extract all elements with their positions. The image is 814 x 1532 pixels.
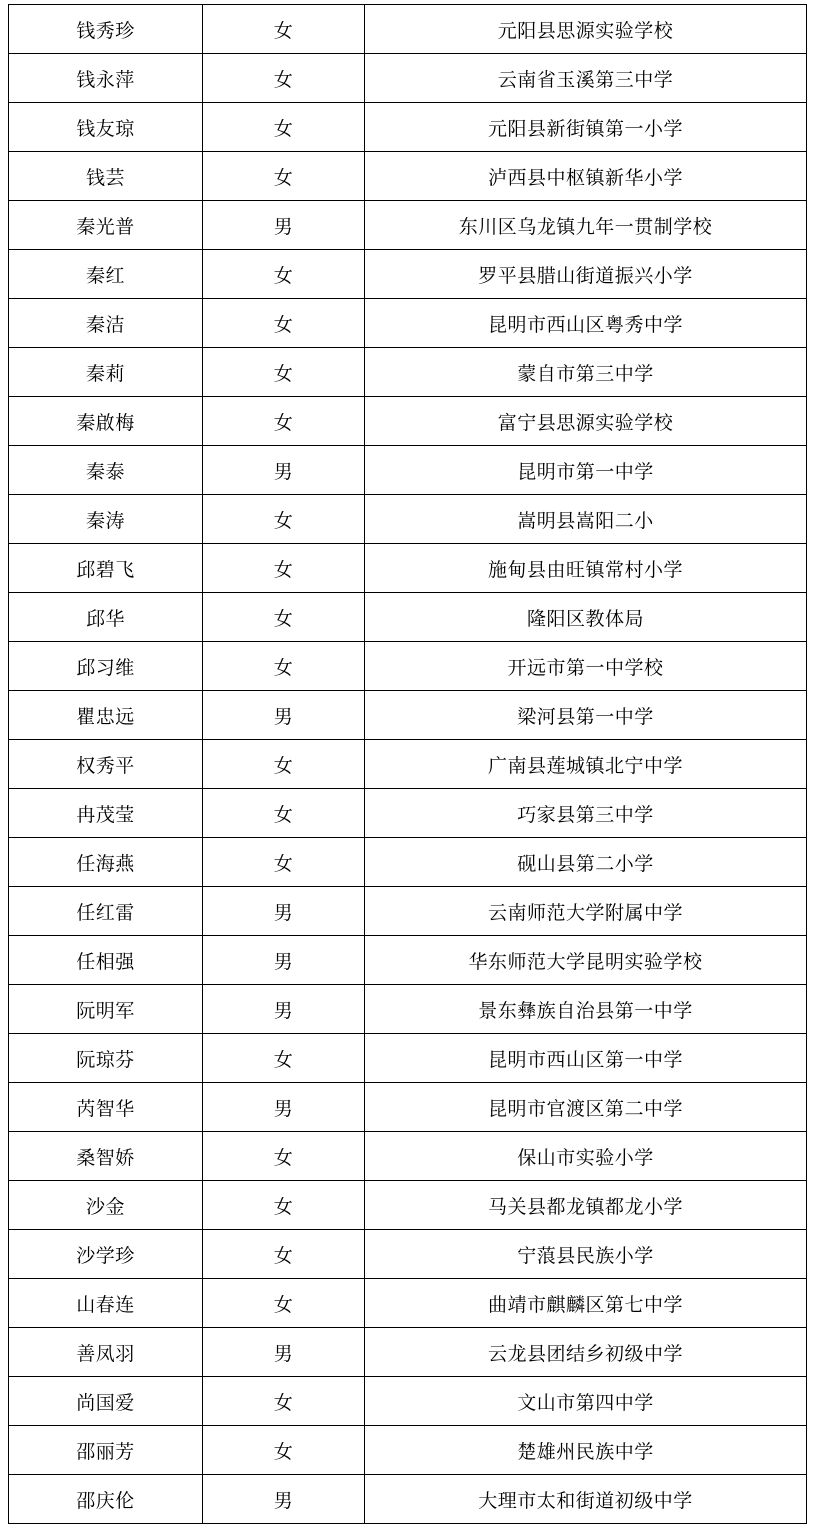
cell-unit: 巧家县第三中学 bbox=[365, 789, 807, 838]
cell-gender: 女 bbox=[203, 740, 365, 789]
cell-gender: 女 bbox=[203, 103, 365, 152]
cell-unit: 宁蒗县民族小学 bbox=[365, 1230, 807, 1279]
cell-name: 秦莉 bbox=[9, 348, 203, 397]
cell-unit: 昆明市官渡区第二中学 bbox=[365, 1083, 807, 1132]
table-row bbox=[9, 887, 807, 936]
cell-gender: 男 bbox=[203, 691, 365, 740]
cell-gender: 男 bbox=[203, 936, 365, 985]
cell-gender: 女 bbox=[203, 544, 365, 593]
table-row bbox=[9, 446, 807, 495]
cell-unit: 嵩明县嵩阳二小 bbox=[365, 495, 807, 544]
cell-name: 秦涛 bbox=[9, 495, 203, 544]
cell-unit: 文山市第四中学 bbox=[365, 1377, 807, 1426]
cell-unit: 元阳县思源实验学校 bbox=[365, 5, 807, 54]
cell-unit: 罗平县腊山街道振兴小学 bbox=[365, 250, 807, 299]
cell-unit: 楚雄州民族中学 bbox=[365, 1426, 807, 1475]
table-row bbox=[9, 593, 807, 642]
cell-name: 任相强 bbox=[9, 936, 203, 985]
cell-unit: 华东师范大学昆明实验学校 bbox=[365, 936, 807, 985]
cell-gender: 女 bbox=[203, 348, 365, 397]
cell-gender: 男 bbox=[203, 887, 365, 936]
cell-unit: 泸西县中枢镇新华小学 bbox=[365, 152, 807, 201]
cell-unit: 昆明市第一中学 bbox=[365, 446, 807, 495]
table-row bbox=[9, 348, 807, 397]
cell-name: 任红雷 bbox=[9, 887, 203, 936]
cell-name: 芮智华 bbox=[9, 1083, 203, 1132]
cell-unit: 开远市第一中学校 bbox=[365, 642, 807, 691]
cell-unit: 富宁县思源实验学校 bbox=[365, 397, 807, 446]
table-row bbox=[9, 250, 807, 299]
cell-gender: 女 bbox=[203, 642, 365, 691]
cell-gender: 女 bbox=[203, 152, 365, 201]
cell-name: 秦洁 bbox=[9, 299, 203, 348]
cell-name: 善凤羽 bbox=[9, 1328, 203, 1377]
table-row bbox=[9, 1132, 807, 1181]
cell-name: 钱芸 bbox=[9, 152, 203, 201]
cell-gender: 女 bbox=[203, 299, 365, 348]
cell-gender: 女 bbox=[203, 1034, 365, 1083]
table-row bbox=[9, 740, 807, 789]
cell-unit: 昆明市西山区粤秀中学 bbox=[365, 299, 807, 348]
cell-gender: 男 bbox=[203, 1083, 365, 1132]
cell-gender: 男 bbox=[203, 446, 365, 495]
cell-unit: 保山市实验小学 bbox=[365, 1132, 807, 1181]
table-row bbox=[9, 54, 807, 103]
cell-unit: 云南师范大学附属中学 bbox=[365, 887, 807, 936]
cell-name: 瞿忠远 bbox=[9, 691, 203, 740]
cell-name: 钱永萍 bbox=[9, 54, 203, 103]
table-row bbox=[9, 985, 807, 1034]
cell-unit: 梁河县第一中学 bbox=[365, 691, 807, 740]
table-row bbox=[9, 1328, 807, 1377]
cell-gender: 女 bbox=[203, 789, 365, 838]
cell-name: 秦光普 bbox=[9, 201, 203, 250]
cell-name: 阮明军 bbox=[9, 985, 203, 1034]
cell-name: 秦啟梅 bbox=[9, 397, 203, 446]
table-row bbox=[9, 1083, 807, 1132]
cell-unit: 马关县都龙镇都龙小学 bbox=[365, 1181, 807, 1230]
table-row bbox=[9, 789, 807, 838]
cell-unit: 施甸县由旺镇常村小学 bbox=[365, 544, 807, 593]
cell-name: 阮琼芬 bbox=[9, 1034, 203, 1083]
cell-gender: 男 bbox=[203, 985, 365, 1034]
cell-unit: 隆阳区教体局 bbox=[365, 593, 807, 642]
table-row bbox=[9, 152, 807, 201]
table-row bbox=[9, 397, 807, 446]
cell-name: 钱秀珍 bbox=[9, 5, 203, 54]
table-row bbox=[9, 1426, 807, 1475]
table-row bbox=[9, 5, 807, 54]
cell-gender: 女 bbox=[203, 1132, 365, 1181]
table-row bbox=[9, 544, 807, 593]
table-row bbox=[9, 495, 807, 544]
cell-gender: 女 bbox=[203, 838, 365, 887]
table-row bbox=[9, 201, 807, 250]
table-row bbox=[9, 642, 807, 691]
cell-gender: 女 bbox=[203, 5, 365, 54]
cell-gender: 男 bbox=[203, 1475, 365, 1524]
cell-gender: 女 bbox=[203, 397, 365, 446]
cell-gender: 女 bbox=[203, 495, 365, 544]
cell-unit: 砚山县第二小学 bbox=[365, 838, 807, 887]
cell-gender: 男 bbox=[203, 201, 365, 250]
cell-name: 邱碧飞 bbox=[9, 544, 203, 593]
table-row bbox=[9, 838, 807, 887]
table-row bbox=[9, 1230, 807, 1279]
cell-unit: 元阳县新街镇第一小学 bbox=[365, 103, 807, 152]
cell-unit: 曲靖市麒麟区第七中学 bbox=[365, 1279, 807, 1328]
cell-gender: 女 bbox=[203, 1230, 365, 1279]
cell-unit: 景东彝族自治县第一中学 bbox=[365, 985, 807, 1034]
cell-unit: 东川区乌龙镇九年一贯制学校 bbox=[365, 201, 807, 250]
cell-gender: 女 bbox=[203, 1181, 365, 1230]
cell-gender: 男 bbox=[203, 1328, 365, 1377]
cell-name: 钱友琼 bbox=[9, 103, 203, 152]
cell-name: 权秀平 bbox=[9, 740, 203, 789]
cell-gender: 女 bbox=[203, 250, 365, 299]
cell-name: 秦泰 bbox=[9, 446, 203, 495]
cell-gender: 女 bbox=[203, 593, 365, 642]
cell-name: 尚国爱 bbox=[9, 1377, 203, 1426]
cell-name: 沙学珍 bbox=[9, 1230, 203, 1279]
table-row bbox=[9, 103, 807, 152]
table-row bbox=[9, 1377, 807, 1426]
cell-gender: 女 bbox=[203, 1377, 365, 1426]
table-row bbox=[9, 1279, 807, 1328]
cell-name: 沙金 bbox=[9, 1181, 203, 1230]
cell-name: 山春连 bbox=[9, 1279, 203, 1328]
cell-name: 邱华 bbox=[9, 593, 203, 642]
cell-name: 邵庆伦 bbox=[9, 1475, 203, 1524]
table-row bbox=[9, 1181, 807, 1230]
cell-name: 秦红 bbox=[9, 250, 203, 299]
cell-name: 冉茂莹 bbox=[9, 789, 203, 838]
cell-name: 邱习维 bbox=[9, 642, 203, 691]
table-row bbox=[9, 691, 807, 740]
cell-unit: 云南省玉溪第三中学 bbox=[365, 54, 807, 103]
cell-name: 任海燕 bbox=[9, 838, 203, 887]
cell-gender: 女 bbox=[203, 1426, 365, 1475]
cell-unit: 蒙自市第三中学 bbox=[365, 348, 807, 397]
cell-name: 桑智娇 bbox=[9, 1132, 203, 1181]
cell-unit: 云龙县团结乡初级中学 bbox=[365, 1328, 807, 1377]
cell-unit: 大理市太和街道初级中学 bbox=[365, 1475, 807, 1524]
table-row bbox=[9, 299, 807, 348]
roster-table bbox=[8, 4, 807, 1524]
cell-gender: 女 bbox=[203, 54, 365, 103]
cell-name: 邵丽芳 bbox=[9, 1426, 203, 1475]
table-row bbox=[9, 1034, 807, 1083]
table-row bbox=[9, 936, 807, 985]
cell-unit: 广南县莲城镇北宁中学 bbox=[365, 740, 807, 789]
cell-gender: 女 bbox=[203, 1279, 365, 1328]
roster-table-body bbox=[9, 5, 807, 1524]
table-row bbox=[9, 1475, 807, 1524]
cell-unit: 昆明市西山区第一中学 bbox=[365, 1034, 807, 1083]
